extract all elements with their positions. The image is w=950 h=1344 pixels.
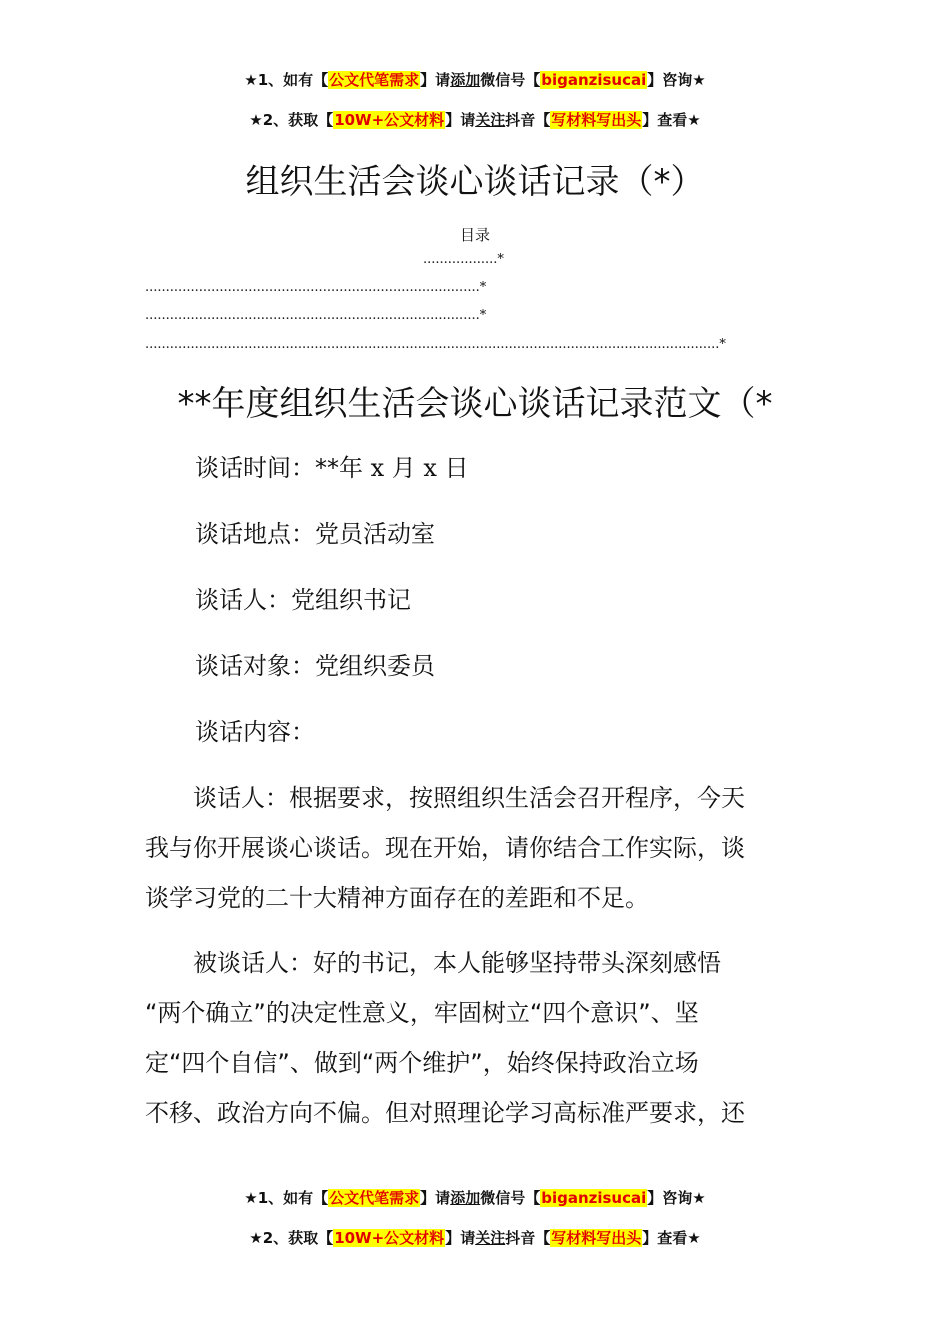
field-time bbox=[195, 443, 860, 493]
field-place: 谈话地点：党员活动室 bbox=[195, 520, 435, 548]
field-time-month-value: x bbox=[363, 454, 392, 482]
promo-highlight: biganzisucai bbox=[541, 71, 647, 89]
section-title: **年度组织生活会谈心谈话记录范文（* bbox=[177, 384, 773, 424]
paragraph-line: 被谈话人：好的书记，本人能够坚持带头深刻感悟 bbox=[145, 949, 721, 977]
field-time-day-value: x bbox=[415, 454, 445, 482]
toc-entry[interactable]: ...........................................................................................................................................* bbox=[145, 337, 726, 352]
promo-underline: 关注 bbox=[475, 111, 506, 129]
promo-text: 微信号【 bbox=[480, 1189, 541, 1207]
paragraph-line: “两个确立”的决定性意义，牢固树立“四个意识”、坚 bbox=[145, 999, 699, 1027]
promo-underline: 添加 bbox=[450, 71, 481, 89]
promo-text: 】请 bbox=[420, 1189, 451, 1207]
promo-line-1 bbox=[0, 70, 950, 90]
paragraph-line: 谈话人：根据要求，按照组织生活会召开程序，今天 bbox=[145, 784, 745, 812]
promo-text: 】请 bbox=[445, 111, 476, 129]
promo-text: 】请 bbox=[445, 1229, 476, 1247]
promo-text: 】查看★ bbox=[642, 111, 701, 129]
promo-text: 】请 bbox=[420, 71, 451, 89]
field-time-month: 月 bbox=[391, 454, 416, 482]
paragraph-line: 定“四个自信”、做到“两个维护”，始终保持政治立场 bbox=[145, 1049, 699, 1077]
promo-text: ★1、如有【 bbox=[244, 71, 329, 89]
promo-underline: 添加 bbox=[450, 1189, 481, 1207]
promo-text: 】咨询★ bbox=[647, 71, 706, 89]
promo-text: 抖音【 bbox=[505, 1229, 551, 1247]
promo-text: ★2、获取【 bbox=[249, 111, 334, 129]
promo-line-2-bottom bbox=[0, 1228, 950, 1248]
promo-line-2 bbox=[0, 110, 950, 130]
toc-label: 目录 bbox=[459, 226, 490, 244]
field-time-label: 谈话时间：**年 bbox=[195, 454, 363, 482]
promo-underline: 关注 bbox=[475, 1229, 506, 1247]
promo-text: ★2、获取【 bbox=[249, 1229, 334, 1247]
promo-highlight: 10W+公文材料 bbox=[334, 111, 445, 129]
document-title: 组织生活会谈心谈话记录（*） bbox=[245, 162, 705, 202]
paragraph-speaker bbox=[145, 773, 810, 923]
promo-text: ★1、如有【 bbox=[244, 1189, 329, 1207]
promo-text: 】咨询★ bbox=[647, 1189, 706, 1207]
promo-highlight: 写材料写出头 bbox=[551, 1229, 642, 1247]
field-speaker: 谈话人：党组织书记 bbox=[195, 586, 411, 614]
promo-line-1-bottom bbox=[0, 1188, 950, 1208]
field-content: 谈话内容： bbox=[195, 718, 315, 746]
paragraph-line: 我与你开展谈心谈话。现在开始，请你结合工作实际，谈 bbox=[145, 834, 745, 862]
toc-entry[interactable]: ..................* bbox=[423, 252, 504, 267]
paragraph-respondent bbox=[145, 938, 810, 1138]
toc-entry[interactable]: .................................................................................* bbox=[145, 308, 487, 323]
field-target: 谈话对象：党组织委员 bbox=[195, 652, 435, 680]
promo-highlight: biganzisucai bbox=[541, 1189, 647, 1207]
paragraph-line: 谈学习党的二十大精神方面存在的差距和不足。 bbox=[145, 884, 649, 912]
promo-text: 】查看★ bbox=[642, 1229, 701, 1247]
promo-highlight: 10W+公文材料 bbox=[334, 1229, 445, 1247]
toc-entry[interactable]: .................................................................................* bbox=[145, 280, 487, 295]
promo-highlight: 写材料写出头 bbox=[551, 111, 642, 129]
promo-highlight: 公文代笔需求 bbox=[329, 1189, 420, 1207]
paragraph-line: 不移、政治方向不偏。但对照理论学习高标准严要求，还 bbox=[145, 1099, 745, 1127]
promo-text: 微信号【 bbox=[480, 71, 541, 89]
field-time-day: 日 bbox=[444, 454, 469, 482]
promo-text: 抖音【 bbox=[505, 111, 551, 129]
promo-highlight: 公文代笔需求 bbox=[329, 71, 420, 89]
